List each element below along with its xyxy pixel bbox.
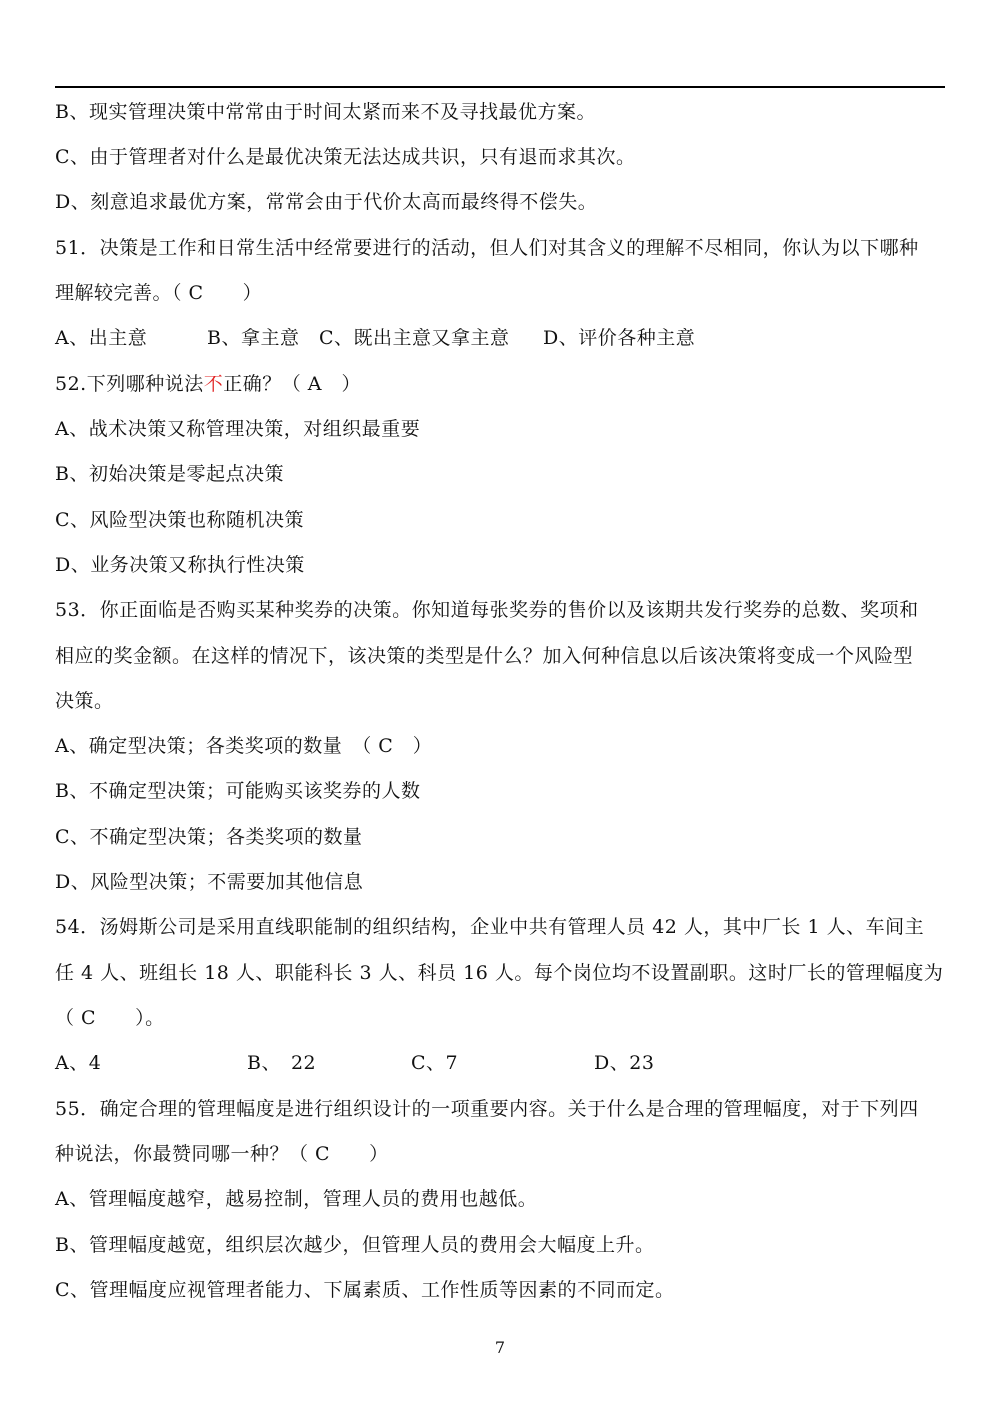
q55-option-b: B、管理幅度越宽，组织层次越少，但管理人员的费用会大幅度上升。 bbox=[55, 1234, 655, 1256]
q53-option-d: D、风险型决策；不需要加其他信息 bbox=[55, 871, 364, 893]
q54-option-c: C、7 bbox=[411, 1052, 459, 1074]
q52-option-a: A、战术决策又称管理决策，对组织最重要 bbox=[55, 418, 421, 440]
q53-option-b: B、不确定型决策；可能购买该奖券的人数 bbox=[55, 780, 421, 802]
q51-option-c: C、既出主意又拿主意 bbox=[319, 327, 510, 349]
q51-option-d: D、评价各种主意 bbox=[543, 327, 696, 349]
q54-options bbox=[55, 1050, 950, 1076]
q54-question-line2: 任 4 人、班组长 18 人、职能科长 3 人、科员 16 人。每个岗位均不设置副职。这时厂长的管理幅度为 bbox=[55, 962, 944, 984]
q50-option-c: C、由于管理者对什么是最优决策无法达成共识，只有退而求其次。 bbox=[55, 146, 636, 168]
q54-option-a: A、4 bbox=[55, 1052, 102, 1074]
q54-question-line3: （ C ）。 bbox=[55, 1007, 165, 1029]
q53-option-c: C、不确定型决策；各类奖项的数量 bbox=[55, 826, 363, 848]
q53-question-line2: 相应的奖金额。在这样的情况下，该决策的类型是什么？加入何种信息以后该决策将变成一个风险型 bbox=[55, 645, 914, 667]
q52-question bbox=[55, 371, 950, 397]
q52-text-pre: 52.下列哪种说法 bbox=[55, 373, 204, 395]
q52-option-d: D、业务决策又称执行性决策 bbox=[55, 554, 305, 576]
q53-option-a: A、确定型决策；各类奖项的数量 （ C ） bbox=[55, 735, 433, 757]
q54-option-d: D、23 bbox=[594, 1052, 655, 1074]
q54-question-line1: 54．汤姆斯公司是采用直线职能制的组织结构，企业中共有管理人员 42 人，其中厂长 1 人、车间主 bbox=[55, 916, 925, 938]
header-rule bbox=[55, 86, 945, 88]
q52-option-b: B、初始决策是零起点决策 bbox=[55, 463, 284, 485]
q52-text-post: 正确？（ A ） bbox=[223, 373, 361, 395]
q55-option-a: A、管理幅度越窄，越易控制，管理人员的费用也越低。 bbox=[55, 1188, 538, 1210]
q51-option-b: B、拿主意 bbox=[207, 327, 300, 349]
q50-option-d: D、刻意追求最优方案，常常会由于代价太高而最终得不偿失。 bbox=[55, 191, 598, 213]
q55-option-c: C、管理幅度应视管理者能力、下属素质、工作性质等因素的不同而定。 bbox=[55, 1279, 675, 1301]
q52-option-c: C、风险型决策也称随机决策 bbox=[55, 509, 305, 531]
page-number: 7 bbox=[494, 1338, 506, 1357]
q51-option-a: A、出主意 bbox=[55, 327, 148, 349]
q55-question-line1: 55．确定合理的管理幅度是进行组织设计的一项重要内容。关于什么是合理的管理幅度，对于下列四 bbox=[55, 1098, 919, 1120]
q51-question-line1: 51．决策是工作和日常生活中经常要进行的活动，但人们对其含义的理解不尽相同，你认为以下哪种 bbox=[55, 237, 919, 259]
q50-option-b: B、现实管理决策中常常由于时间太紧而来不及寻找最优方案。 bbox=[55, 101, 596, 123]
q54-option-b: B、 22 bbox=[247, 1052, 317, 1074]
q55-question-line2: 种说法，你最赞同哪一种？（ C ） bbox=[55, 1143, 389, 1165]
q51-options bbox=[55, 325, 950, 351]
q53-question-line1: 53．你正面临是否购买某种奖券的决策。你知道每张奖券的售价以及该期共发行奖券的总数、奖项和 bbox=[55, 599, 919, 621]
q51-question-line2: 理解较完善。（ C ） bbox=[55, 282, 263, 304]
q52-highlight-not: 不 bbox=[203, 373, 224, 395]
q53-question-line3: 决策。 bbox=[55, 690, 114, 712]
